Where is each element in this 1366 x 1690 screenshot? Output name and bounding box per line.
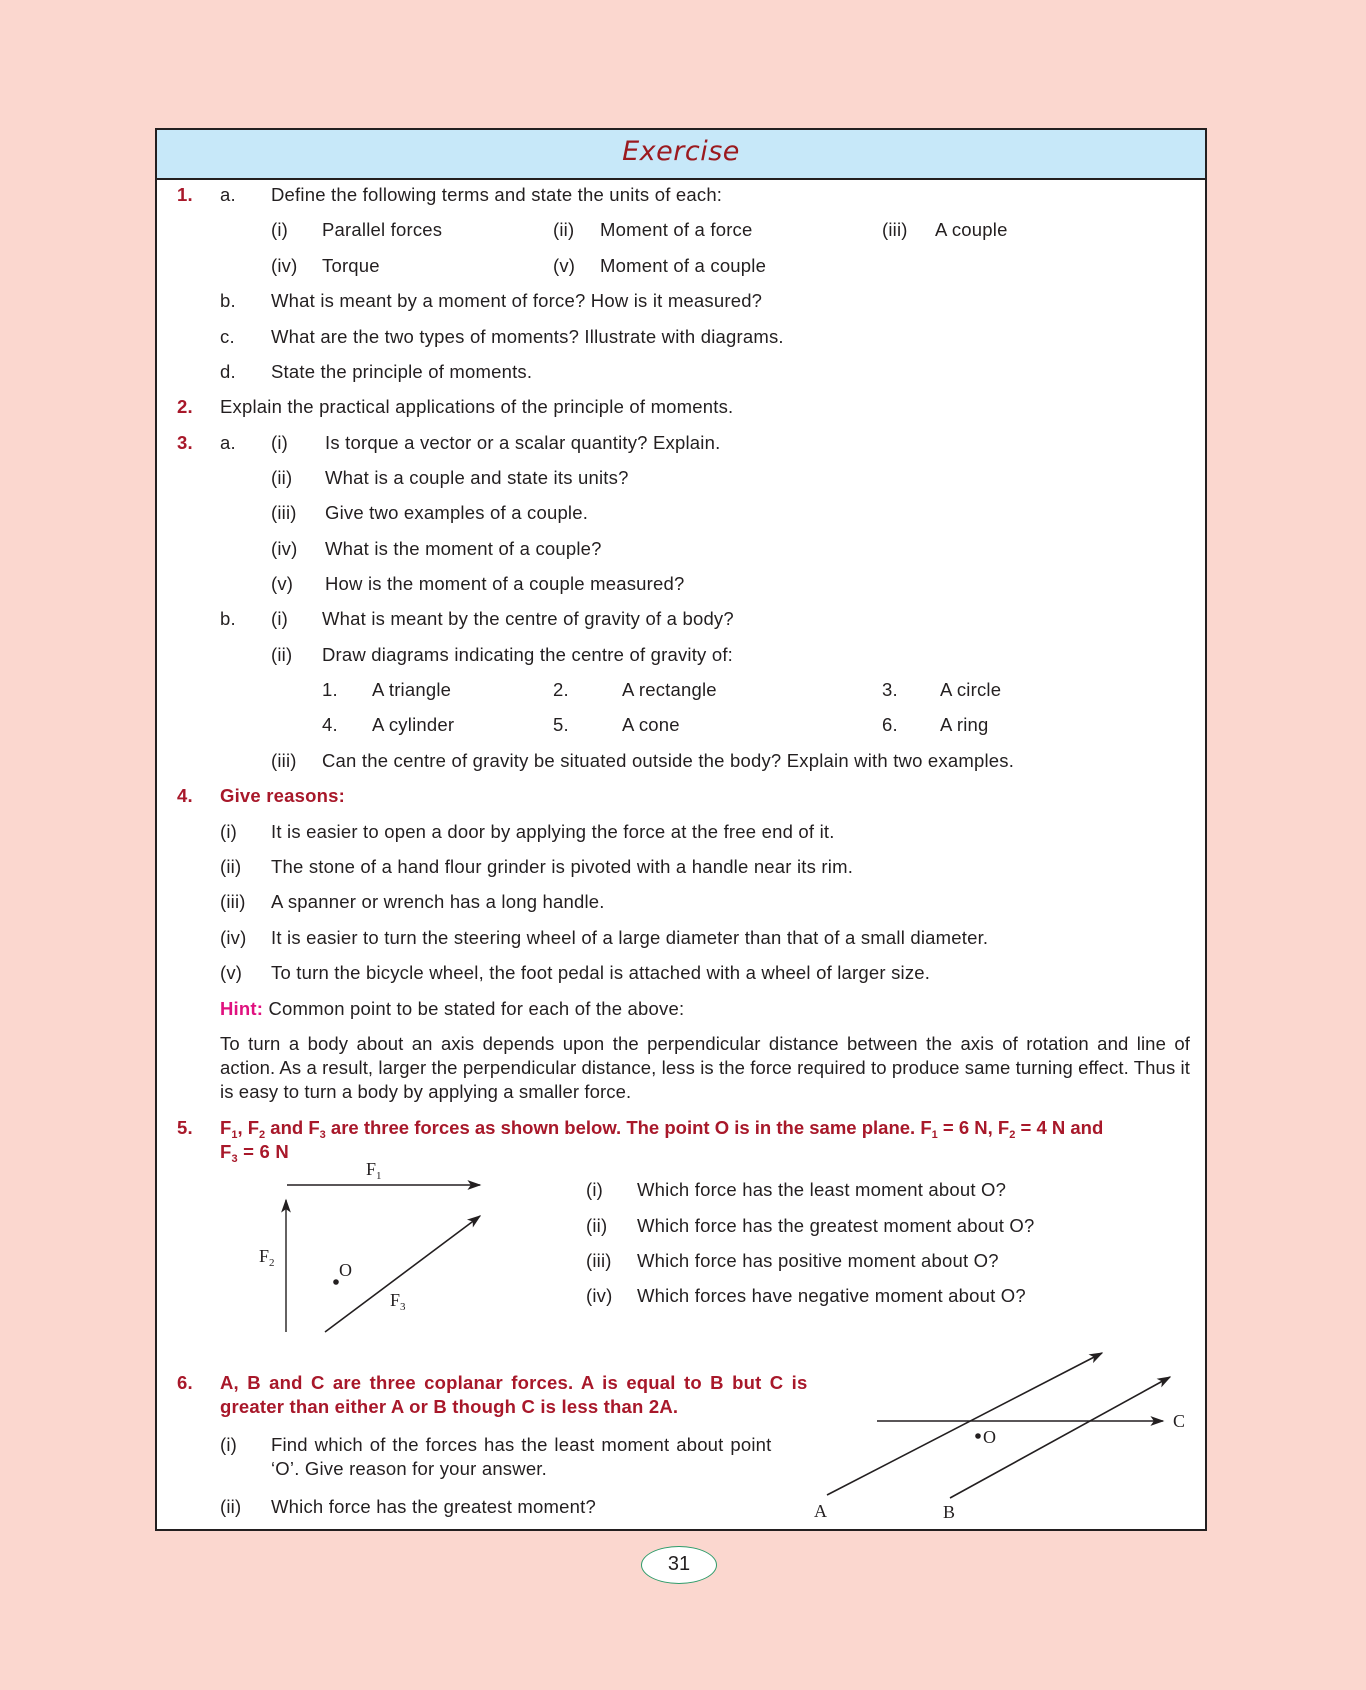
shape-text: A circle: [940, 679, 1002, 700]
item-label: (ii): [271, 644, 293, 665]
subscript: 1: [931, 1129, 938, 1141]
term-text: Torque: [322, 255, 380, 276]
shape-label: 4.: [322, 714, 338, 735]
item-label: (iv): [586, 1285, 613, 1306]
question-number: 5.: [177, 1117, 193, 1138]
subscript: 1: [231, 1129, 238, 1141]
shape-text: A cone: [622, 714, 680, 735]
question-text: What are the two types of moments? Illustrate with diagrams.: [271, 326, 784, 347]
item-text: Is torque a vector or a scalar quantity? Explain.: [325, 432, 721, 453]
item-label: (ii): [271, 467, 293, 488]
part-label: c.: [220, 326, 235, 347]
shape-label: 5.: [553, 714, 569, 735]
item-label: (ii): [220, 856, 242, 877]
force-symbol: F: [920, 1117, 932, 1138]
question-number: 6.: [177, 1372, 193, 1393]
question-heading-continued: greater than either A or B though C is less than 2A.: [220, 1396, 679, 1417]
shape-text: A rectangle: [622, 679, 717, 700]
question-text: Define the following terms and state the units of each:: [271, 184, 723, 205]
question-number: 3.: [177, 432, 193, 453]
question-number: 1.: [177, 184, 193, 205]
item-label: (i): [271, 608, 289, 629]
question-heading: A, B and C are three coplanar forces. A is equal to B but C is: [220, 1372, 808, 1393]
part-label: b.: [220, 608, 236, 629]
item-text: How is the moment of a couple measured?: [325, 573, 685, 594]
shape-text: A ring: [940, 714, 989, 735]
question-text: State the principle of moments.: [271, 361, 533, 382]
force-symbol: F: [247, 1117, 260, 1138]
force-symbol: F: [220, 1141, 232, 1162]
part-label: a.: [220, 184, 236, 205]
part-label: b.: [220, 290, 236, 311]
item-text: What is the moment of a couple?: [325, 538, 602, 559]
item-text: What is meant by the centre of gravity of a body?: [322, 608, 734, 629]
force-f3-label: $F_3$: [390, 1290, 406, 1313]
force-f2-label: $F_2$: [259, 1246, 275, 1269]
item-label: (v): [220, 962, 243, 983]
item-label: (iii): [220, 891, 246, 912]
item-text: The stone of a hand flour grinder is pivoted with a handle near its rim.: [271, 856, 854, 877]
item-label: (ii): [586, 1215, 608, 1236]
force-f1-label: $F_1$: [366, 1159, 382, 1182]
term-label: (v): [553, 255, 576, 276]
shape-label: 6.: [882, 714, 898, 735]
item-text: Which force has positive moment about O?: [637, 1250, 999, 1271]
heading-text: ,: [237, 1117, 248, 1138]
subscript: 3: [319, 1129, 326, 1141]
hint-label: Hint:: [220, 998, 264, 1019]
item-text: What is a couple and state its units?: [325, 467, 629, 488]
question-number: 2.: [177, 396, 193, 417]
item-label: (iii): [271, 502, 297, 523]
point-o-dot: [975, 1433, 981, 1439]
page-number: 31: [641, 1546, 717, 1584]
item-text: Which force has the least moment about O?: [637, 1179, 1007, 1200]
shape-label: 1.: [322, 679, 338, 700]
term-label: (i): [271, 219, 289, 240]
subscript: 2: [259, 1129, 266, 1141]
item-label: (i): [220, 821, 238, 842]
force-symbol: F: [308, 1117, 320, 1138]
term-text: Parallel forces: [322, 219, 443, 240]
page-title: Exercise: [622, 136, 740, 167]
term-label: (iv): [271, 255, 298, 276]
part-label: d.: [220, 361, 236, 382]
item-label: (iii): [586, 1250, 612, 1271]
shape-text: A triangle: [372, 679, 452, 700]
question-text: Explain the practical applications of the principle of moments.: [220, 396, 734, 417]
hint-text: Common point to be stated for each of the above:: [263, 998, 685, 1019]
heading-text: and: [265, 1117, 309, 1138]
shape-label: 3.: [882, 679, 898, 700]
item-label: (iii): [271, 750, 297, 771]
force-a-label: A: [814, 1501, 827, 1521]
heading-text: = 6 N: [237, 1141, 289, 1162]
shape-text: A cylinder: [372, 714, 455, 735]
item-text: A spanner or wrench has a long handle.: [271, 891, 605, 912]
point-o-label: O: [339, 1260, 352, 1280]
question-number: 4.: [177, 785, 193, 806]
term-text: A couple: [935, 219, 1008, 240]
heading-text: = 6 N,: [937, 1117, 998, 1138]
item-label: (i): [220, 1434, 238, 1455]
item-label: (i): [586, 1179, 604, 1200]
term-text: Moment of a force: [600, 219, 753, 240]
item-text: Find which of the forces has the least moment about point: [271, 1434, 772, 1455]
force-c-label: C: [1173, 1411, 1186, 1431]
item-text: It is easier to turn the steering wheel of a large diameter than that of a small diameter.: [271, 927, 989, 948]
force-symbol: F: [220, 1117, 232, 1138]
heading-text: = 4 N and: [1015, 1117, 1104, 1138]
item-text-continued: ‘O’. Give reason for your answer.: [271, 1458, 547, 1479]
item-text: Which force has the greatest moment?: [271, 1496, 596, 1517]
item-label: (iv): [220, 927, 247, 948]
force-a-arrow: [827, 1353, 1102, 1495]
part-label: a.: [220, 432, 236, 453]
term-label: (iii): [882, 219, 908, 240]
term-text: Moment of a couple: [600, 255, 767, 276]
item-text: Which force has the greatest moment about O?: [637, 1215, 1035, 1236]
point-o-label: O: [983, 1427, 996, 1447]
item-text: It is easier to open a door by applying the force at the free end of it.: [271, 821, 835, 842]
item-text: Can the centre of gravity be situated outside the body? Explain with two examples.: [322, 750, 1015, 771]
item-text: To turn the bicycle wheel, the foot pedal is attached with a wheel of larger size.: [271, 962, 931, 983]
item-label: (ii): [220, 1496, 242, 1517]
heading-text: are three forces as shown below. The point O is in the same plane.: [325, 1117, 921, 1138]
question-heading: Give reasons:: [220, 785, 345, 806]
item-text: Draw diagrams indicating the centre of gravity of:: [322, 644, 734, 665]
question-text: What is meant by a moment of force? How is it measured?: [271, 290, 763, 311]
subscript: 3: [231, 1153, 238, 1165]
item-text: Which forces have negative moment about O?: [637, 1285, 1026, 1306]
shape-label: 2.: [553, 679, 569, 700]
item-text: Give two examples of a couple.: [325, 502, 589, 523]
force-symbol: F: [997, 1117, 1010, 1138]
item-label: (iv): [271, 538, 298, 559]
item-label: (i): [271, 432, 289, 453]
subscript: 2: [1009, 1129, 1016, 1141]
item-label: (v): [271, 573, 294, 594]
force-b-label: B: [943, 1502, 956, 1522]
term-label: (ii): [553, 219, 575, 240]
hint-paragraph: To turn a body about an axis depends upon the perpendicular distance between the axis of rotation and line of action. As a result, larger the perpendicular distance, less is the force required to produce same turning effect. Thus it is easy to turn a body by applying a smaller force.: [220, 1033, 1190, 1102]
